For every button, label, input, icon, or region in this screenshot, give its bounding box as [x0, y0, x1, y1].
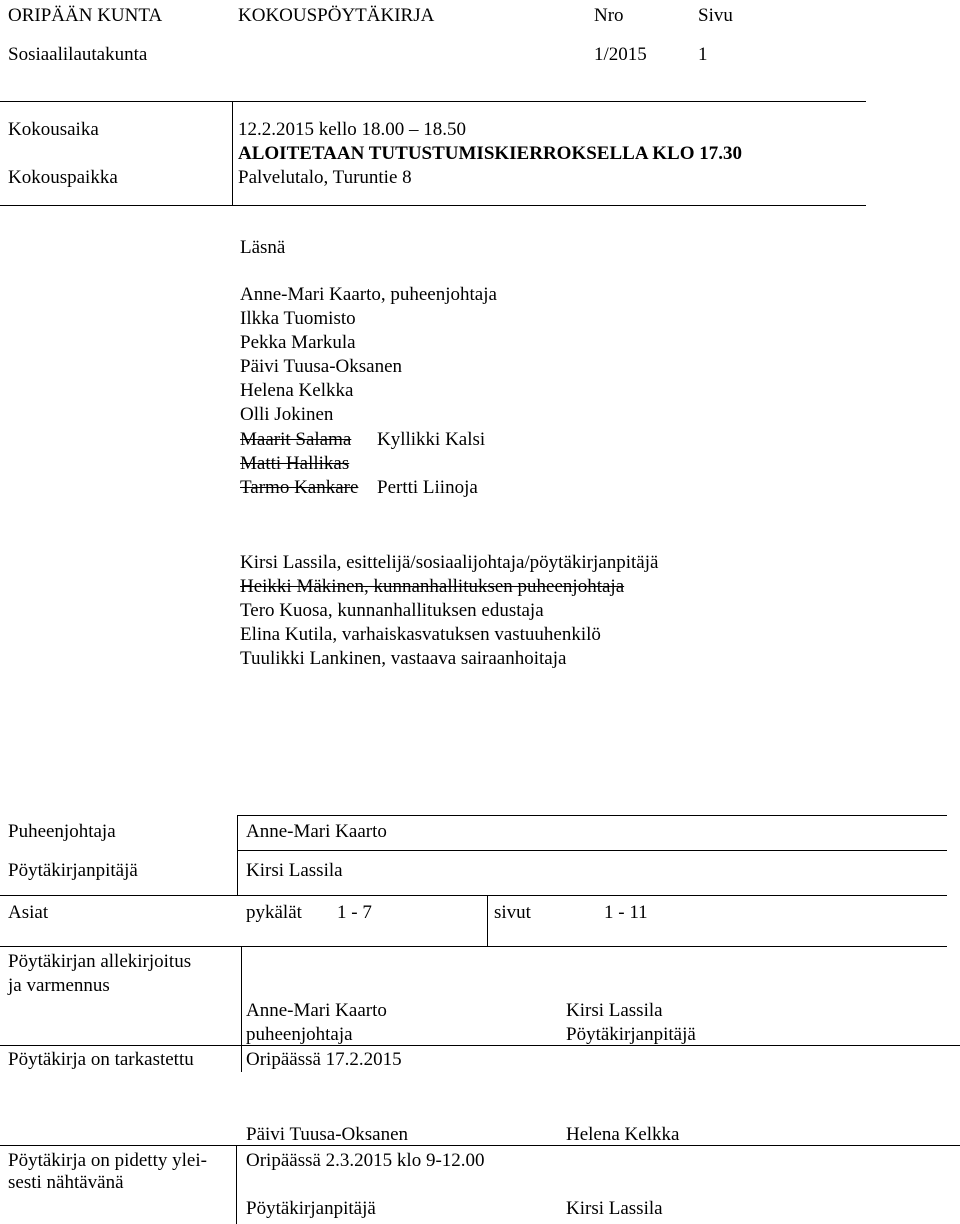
body-name: Sosiaalilautakunta — [8, 44, 148, 65]
document-type: KOKOUSPÖYTÄKIRJA — [238, 5, 435, 26]
meeting-place-label: Kokouspaikka — [8, 167, 118, 188]
display-role: Pöytäkirjanpitäjä — [246, 1198, 376, 1219]
matters-top-rule — [0, 895, 947, 896]
display-top-rule — [0, 1145, 960, 1146]
sections-value: 1 - 7 — [337, 902, 372, 923]
member-item: Päivi Tuusa-Oksanen — [240, 356, 403, 377]
signing-label-continued: ja varmennus — [8, 975, 110, 996]
absent-member: Tarmo Kankare — [240, 477, 359, 498]
absent-member: Matti Hallikas — [240, 453, 350, 474]
sections-label: pykälät — [246, 902, 302, 923]
signer2-name: Kirsi Lassila — [566, 1000, 663, 1021]
officials-mid-rule — [237, 850, 947, 851]
signing-top-rule — [0, 946, 947, 947]
signer1-name: Anne-Mari Kaarto — [246, 1000, 387, 1021]
present-heading: Läsnä — [240, 237, 286, 258]
secretary-label: Pöytäkirjanpitäjä — [8, 860, 138, 881]
inspector2-name: Helena Kelkka — [566, 1124, 680, 1145]
pages-value: 1 - 11 — [604, 902, 648, 923]
matters-divider — [487, 895, 488, 946]
substitute-member: Kyllikki Kalsi — [377, 429, 486, 450]
inspector1-name: Päivi Tuusa-Oksanen — [246, 1124, 409, 1145]
nro-value: 1/2015 — [594, 44, 647, 65]
member-item: Olli Jokinen — [240, 404, 334, 425]
signer2-role: Pöytäkirjanpitäjä — [566, 1024, 696, 1045]
other-attendee: Tero Kuosa, kunnanhallituksen edustaja — [240, 600, 544, 621]
meeting-box-bottom-rule — [0, 205, 866, 206]
inspection-top-rule — [0, 1045, 960, 1046]
display-value: Oripäässä 2.3.2015 klo 9-12.00 — [246, 1150, 485, 1171]
member-item: Ilkka Tuomisto — [240, 308, 356, 329]
officials-divider — [237, 815, 238, 896]
display-label-continued: sesti nähtävänä — [8, 1172, 124, 1193]
meeting-time-label: Kokousaika — [8, 119, 99, 140]
chair-name: Anne-Mari Kaarto — [246, 821, 387, 842]
secretary-name: Kirsi Lassila — [246, 860, 343, 881]
meeting-time-value: 12.2.2015 kello 18.00 – 18.50 — [238, 119, 466, 140]
sivu-value: 1 — [698, 44, 708, 65]
meeting-box-divider — [232, 101, 233, 205]
inspection-value: Oripäässä 17.2.2015 — [246, 1049, 402, 1070]
sivu-label: Sivu — [698, 5, 733, 26]
matters-label: Asiat — [8, 902, 49, 923]
municipality-name: ORIPÄÄN KUNTA — [8, 5, 163, 26]
display-label: Pöytäkirja on pidetty ylei- — [8, 1150, 207, 1171]
nro-label: Nro — [594, 5, 624, 26]
signing-label: Pöytäkirjan allekirjoitus — [8, 951, 192, 972]
substitute-member: Pertti Liinoja — [377, 477, 478, 498]
signer1-role: puheenjohtaja — [246, 1024, 353, 1045]
display-name: Kirsi Lassila — [566, 1198, 663, 1219]
display-divider — [236, 1145, 237, 1224]
member-item: Pekka Markula — [240, 332, 356, 353]
member-item: Helena Kelkka — [240, 380, 354, 401]
meeting-time-note: ALOITETAAN TUTUSTUMISKIERROKSELLA KLO 17.30 — [238, 143, 742, 164]
meeting-box-top-rule — [0, 101, 866, 102]
pages-label: sivut — [494, 902, 531, 923]
other-attendee: Kirsi Lassila, esittelijä/sosiaalijohtaja/pöytäkirjanpitäjä — [240, 552, 659, 573]
other-attendee: Heikki Mäkinen, kunnanhallituksen puheenjohtaja — [240, 576, 625, 597]
inspection-label: Pöytäkirja on tarkastettu — [8, 1049, 194, 1070]
member-item: Anne-Mari Kaarto, puheenjohtaja — [240, 284, 497, 305]
other-attendee: Tuulikki Lankinen, vastaava sairaanhoitaja — [240, 648, 567, 669]
signing-divider — [241, 946, 242, 1072]
meeting-place-value: Palvelutalo, Turuntie 8 — [238, 167, 412, 188]
other-attendee: Elina Kutila, varhaiskasvatuksen vastuuhenkilö — [240, 624, 601, 645]
absent-member: Maarit Salama — [240, 429, 352, 450]
officials-top-rule — [237, 815, 947, 816]
chair-label: Puheenjohtaja — [8, 821, 116, 842]
